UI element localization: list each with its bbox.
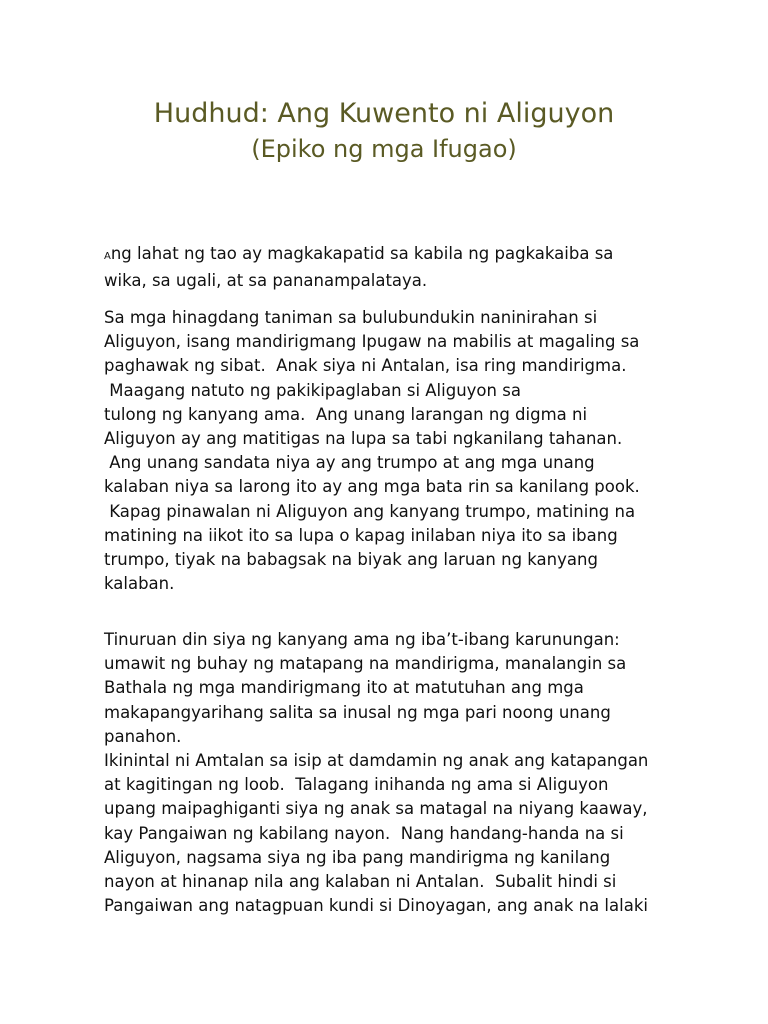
paragraph-line: Sa mga hinagdang taniman sa bulubundukin naninirahan si <box>104 308 598 327</box>
document-title: Hudhud: Ang Kuwento ni Aliguyon <box>153 98 615 129</box>
paragraph-line: makapangyarihang salita sa inusal ng mga pari noong unang <box>104 702 611 722</box>
paragraph-line: kalaban niya sa larong ito ay ang mga bata rin sa kanilang pook. <box>104 477 640 497</box>
paragraph-line: Aliguyon, isang mandirigmang Ipugaw na mabilis at magaling sa <box>104 332 640 352</box>
paragraph-3 <box>104 628 684 918</box>
paragraph-line: Aliguyon, nagsama siya ng iba pang mandirigma ng kanilang <box>104 847 611 867</box>
document-subtitle: (Epiko ng mga Ifugao) <box>251 135 517 163</box>
paragraph-line: panahon. <box>104 726 182 746</box>
paragraph-line: umawit ng buhay ng matapang na mandirigma, manalangin sa <box>104 654 627 674</box>
paragraph-line: at kagitingan ng loob. Talagang inihanda ng ama si Aliguyon <box>104 775 609 795</box>
paragraph-line: kay Pangaiwan ng kabilang nayon. Nang handang-handa na si <box>104 823 624 843</box>
paragraph-line: matining na iikot ito sa lupa o kapag inilaban niya ito sa ibang <box>104 525 618 545</box>
paragraph-line: Pangaiwan ang natagpuan kundi si Dinoyagan, ang anak na lalaki <box>104 896 648 916</box>
paragraph-line: Maagang natuto ng pakikipaglaban si Aliguyon sa <box>104 380 521 400</box>
paragraph-line: wika, sa ugali, at sa pananampalataya. <box>104 271 428 291</box>
paragraph-line: Bathala ng mga mandirigmang ito at matutuhan ang mga <box>104 678 584 698</box>
paragraph-1 <box>104 242 684 293</box>
paragraph-2 <box>104 306 684 596</box>
paragraph-line: trumpo, tiyak na babagsak na biyak ang laruan ng kanyang <box>104 550 598 570</box>
paragraph-line: Ikinintal ni Amtalan sa isip at damdamin ng anak ang katapangan <box>104 751 649 771</box>
paragraph-line: upang maipaghiganti siya ng anak sa matagal na niyang kaaway, <box>104 799 648 819</box>
paragraph-line: paghawak ng sibat. Anak siya ni Antalan, isa ring mandirigma. <box>104 356 627 376</box>
paragraph-line-text: ng lahat ng tao ay magkakapatid sa kabila ng pagkakaiba sa <box>110 244 614 263</box>
paragraph-line <box>104 242 684 269</box>
drop-initial: A <box>104 251 111 262</box>
paragraph-line: Kapag pinawalan ni Aliguyon ang kanyang trumpo, matining na <box>104 501 636 521</box>
paragraph-line: Ang unang sandata niya ay ang trumpo at ang mga unang <box>104 453 595 473</box>
paragraph-line: Tinuruan din siya ng kanyang ama ng iba’t-ibang karunungan: <box>104 630 620 649</box>
paragraph-line: kalaban. <box>104 574 175 594</box>
paragraph-line: Aliguyon ay ang matitigas na lupa sa tabi ngkanilang tahanan. <box>104 429 623 449</box>
paragraph-line: tulong ng kanyang ama. Ang unang larangan ng digma ni <box>104 404 588 424</box>
paragraph-line: nayon at hinanap nila ang kalaban ni Antalan. Subalit hindi si <box>104 872 617 892</box>
